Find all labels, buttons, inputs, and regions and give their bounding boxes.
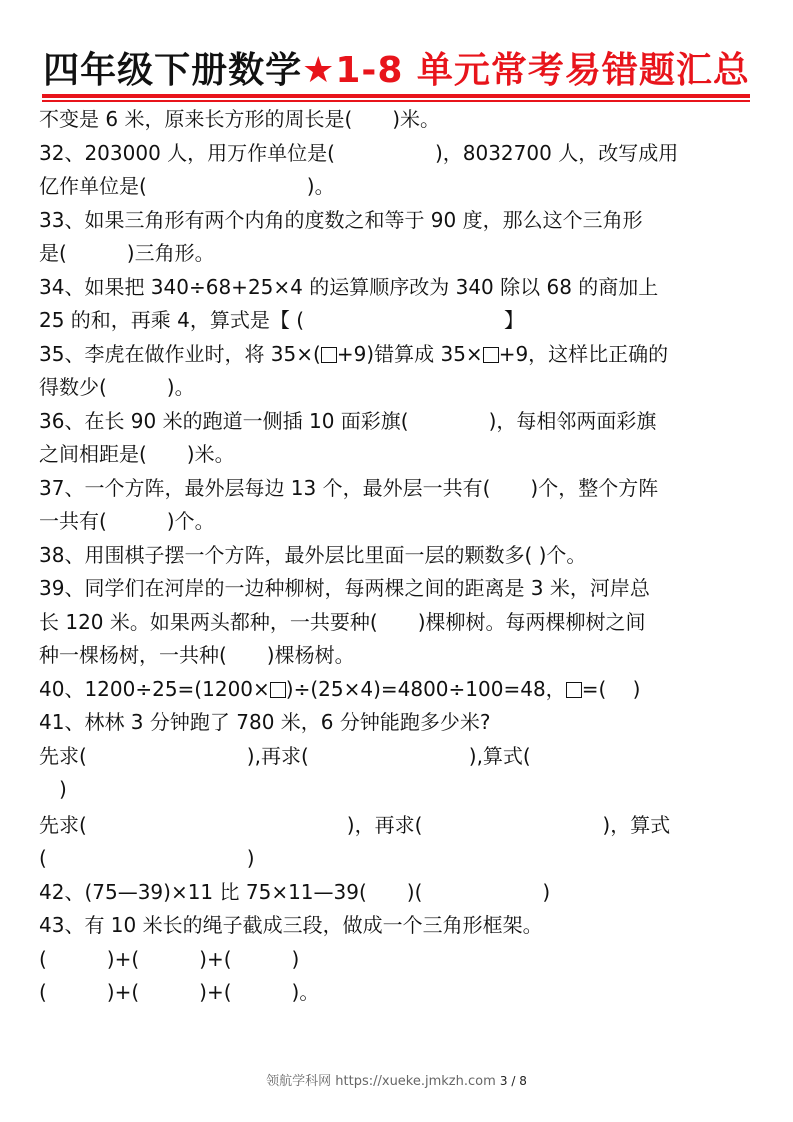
page-number: 3 / 8 [499,1074,527,1088]
question-37: 37、一个方阵，最外层每边 13 个，最外层一共有( )个，整个方阵 [39,475,659,500]
question-38: 38、用围棋子摆一个方阵，最外层比里面一层的颗数多( )个。 [39,542,587,567]
question-line: ) [39,777,67,801]
question-35-part-a: 35、李虎在做作业时，将 35×( [39,341,321,366]
title-underline-2 [42,100,750,102]
page-title [0,48,793,94]
question-line: 先求( ),再求( ),算式( [39,743,531,768]
question-40 [39,673,755,707]
question-line: 不变是 6 米，原来长方形的周长是( )米。 [39,107,441,131]
question-40-part-a: 40、1200÷25=(1200× [39,676,270,701]
question-line: 种一棵杨树，一共种( )棵杨树。 [39,643,355,667]
question-34: 34、如果把 340÷68+25×4 的运算顺序改为 340 除以 68 的商加上 [39,274,659,299]
question-line: ( ) [39,846,255,870]
answer-box [321,347,337,363]
question-line: 一共有( )个。 [39,509,215,533]
question-32: 32、203000 人，用万作单位是( )，8032700 人，改写成用 [39,140,679,165]
answer-box [566,682,582,698]
answer-box [270,682,286,698]
question-35-part-b: +9)错算成 35× [336,341,483,366]
question-40-part-b: )÷(25×4)=4800÷100=48， [285,676,566,701]
question-42: 42、(75—39)×11 比 75×11—39( )( ) [39,879,551,904]
question-41: 41、林林 3 分钟跑了 780 米，6 分钟能跑多少米? [39,710,491,734]
question-line: ( )+( )+( ) [39,946,300,971]
title-prefix: 四年级下册数学 [43,50,303,91]
question-35 [39,338,755,372]
question-line: 25 的和，再乘 4，算式是【 ( 】 [39,308,525,332]
title-underline-1 [42,94,750,98]
question-line: 亿作单位是( )。 [39,174,335,198]
question-line: 之间相距是( )米。 [39,442,235,466]
title-suffix: 1-8 单元常考易错题汇总 [335,50,750,91]
star-icon: ★ [302,50,336,91]
question-33: 33、如果三角形有两个内角的度数之和等于 90 度，那么这个三角形 [39,207,643,232]
question-line: 先求( )，再求( )，算式 [39,812,671,837]
question-35-part-c: +9，这样比正确的 [498,341,669,366]
question-line: 长 120 米。如果两头都种，一共要种( )棵柳树。每两棵柳树之间 [39,609,646,634]
question-line: 是( )三角形。 [39,241,215,265]
page-footer [0,1070,793,1089]
question-line: ( )+( )+( )。 [39,980,320,1004]
question-40-part-c: =( ) [581,676,641,701]
question-line: 得数少( )。 [39,375,195,399]
question-43: 43、有 10 米长的绳子截成三段，做成一个三角形框架。 [39,913,543,937]
question-36: 36、在长 90 米的跑道一侧插 10 面彩旗( )，每相邻两面彩旗 [39,408,657,433]
question-39: 39、同学们在河岸的一边种柳树，每两棵之间的距离是 3 米，河岸总 [39,576,650,600]
answer-box [483,347,499,363]
question-list [39,103,755,1010]
footer-site: 领航学科网 https://xueke.jmkzh.com [266,1074,496,1089]
